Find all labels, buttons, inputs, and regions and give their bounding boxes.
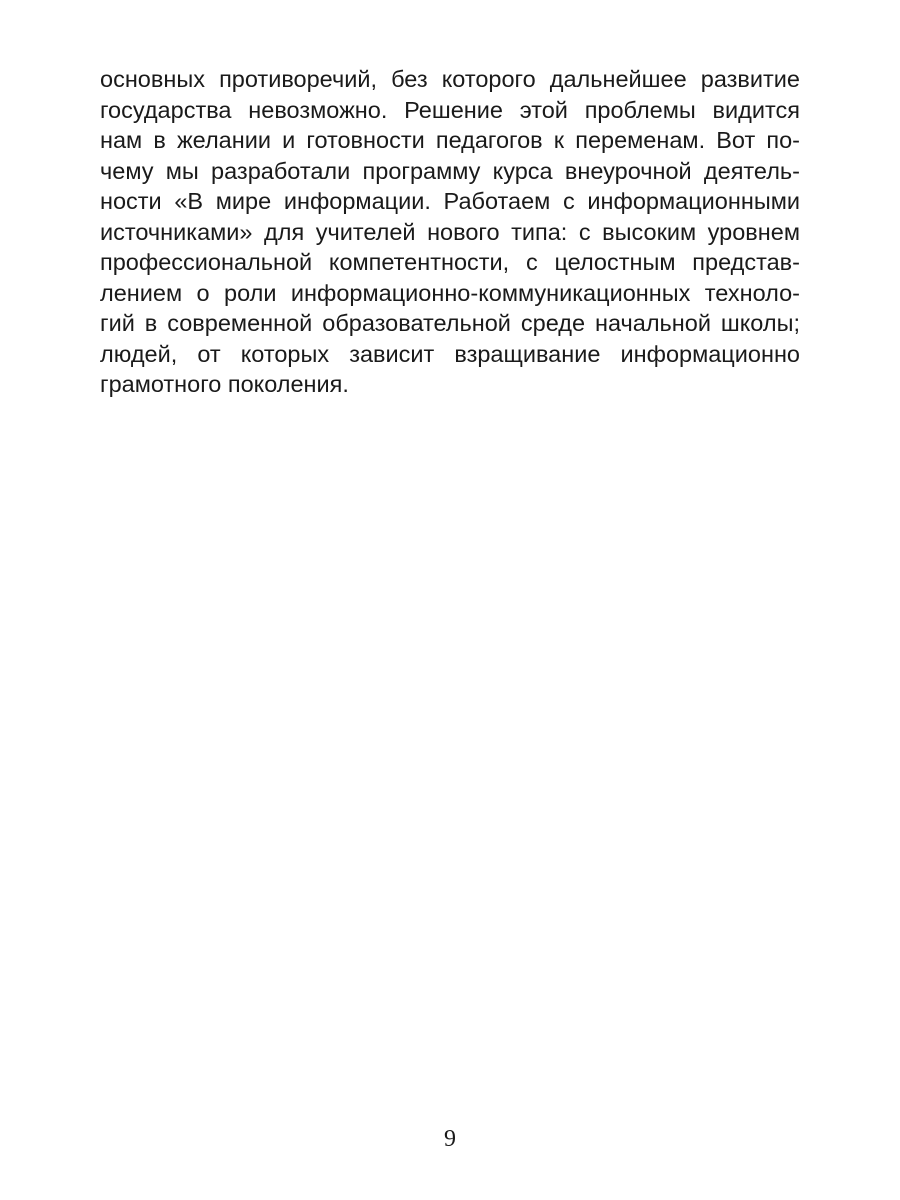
text-line: источниками» для учителей нового типа: с высоким уровнем — [100, 218, 800, 245]
text-line: лением о роли информационно-коммуникационных техноло- — [100, 279, 800, 306]
text-line: чему мы разработали программу курса внеурочной деятель- — [100, 157, 800, 184]
text-line: профессиональной компетентности, с целостным представ- — [100, 249, 800, 275]
text-line: грамотного поколения. — [100, 371, 349, 397]
text-line: ности «В мире информации. Работаем с информационными — [100, 188, 800, 214]
text-line: гий в современной образовательной среде начальной школы; — [100, 310, 800, 336]
text-line: основных противоречий, без которого дальнейшее развитие — [100, 66, 800, 92]
text-line: государства невозможно. Решение этой проблемы видится — [100, 96, 800, 123]
text-line: людей, от которых зависит взращивание информационно — [100, 340, 800, 367]
text-line: нам в желании и готовности педагогов к переменам. Вот по- — [100, 127, 800, 153]
body-paragraph — [100, 64, 800, 400]
page-number: 9 — [444, 1126, 456, 1152]
